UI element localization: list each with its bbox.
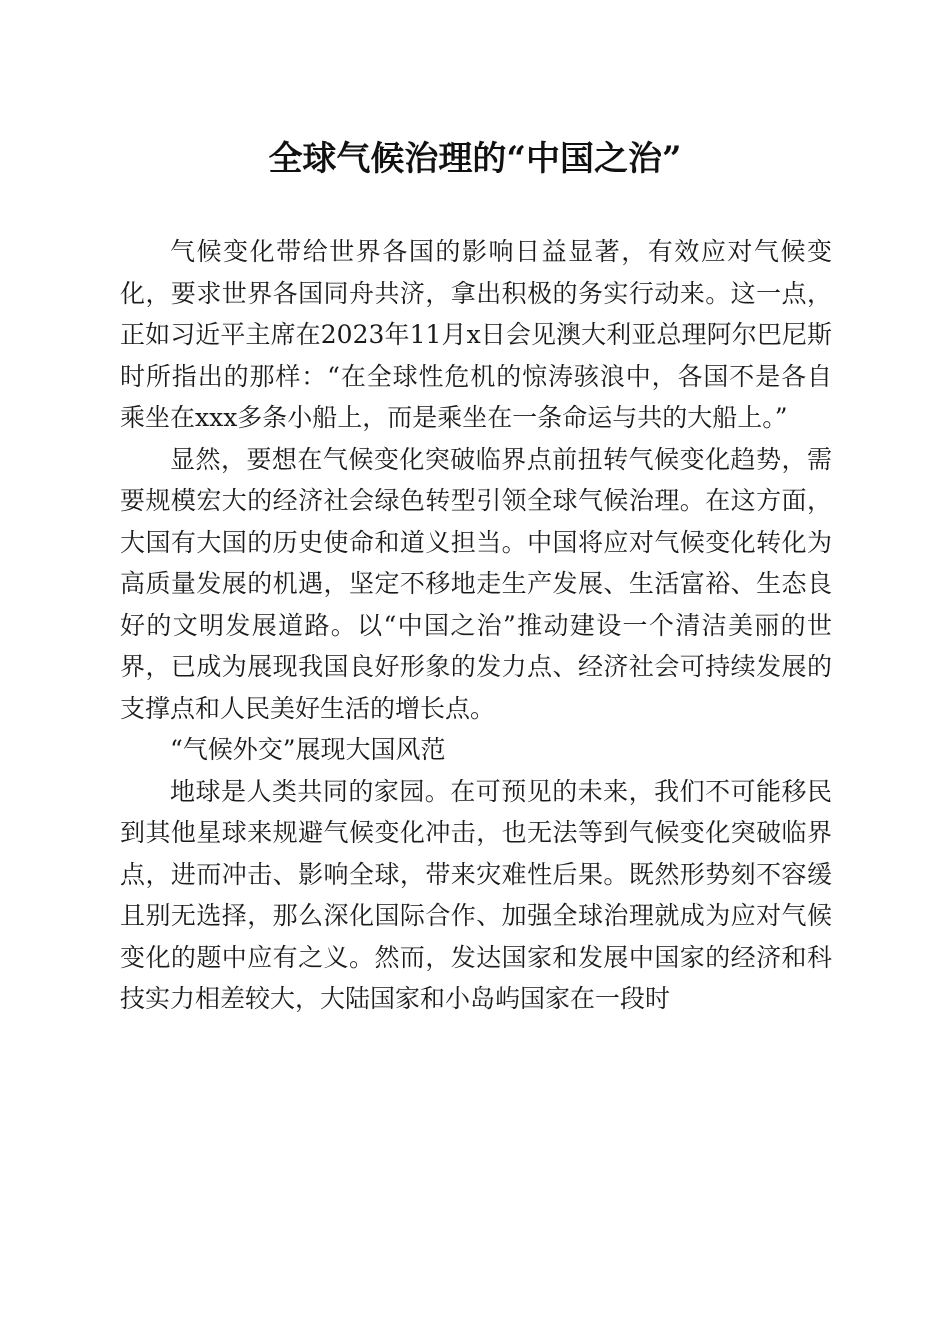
section-heading: “气候外交”展现大国风范 [170, 735, 446, 764]
paragraph-1: 气候变化带给世界各国的影响日益显著，有效应对气候变化，要求世界各国同舟共济，拿出积极的务实行动来。这一点，正如习近平主席在2023年11月x日会见澳大利亚总理阿尔巴尼斯时所指出的那样：“在全球性危机的惊涛骇浪中，各国不是各自乘坐在xxx多条小船上，而是乘坐在一条命运与共的大船上。” [120, 237, 832, 432]
paragraph-2: 显然，要想在气候变化突破临界点前扭转气候变化趋势，需要规模宏大的经济社会绿色转型引领全球气候治理。在这方面，大国有大国的历史使命和道义担当。中国将应对气候变化转化为高质量发展的机遇，坚定不移地走生产发展、生活富裕、生态良好的文明发展道路。以“中国之治”推动建设一个清洁美丽的世界，已成为展现我国良好形象的发力点、经济社会可持续发展的支撑点和人民美好生活的增长点。 [120, 444, 832, 723]
paragraph-3: 地球是人类共同的家园。在可预见的未来，我们不可能移民到其他星球来规避气候变化冲击，也无法等到气候变化突破临界点，进而冲击、影响全球，带来灾难性后果。既然形势刻不容缓且别无选择，那么深化国际合作、加强全球治理就成为应对气候变化的题中应有之义。然而，发达国家和发展中国家的经济和科技实力相差较大，大陆国家和小岛屿国家在一段时 [120, 776, 832, 1013]
document-title: 全球气候治理的“中国之治” [268, 139, 682, 179]
document-body [120, 231, 832, 1020]
